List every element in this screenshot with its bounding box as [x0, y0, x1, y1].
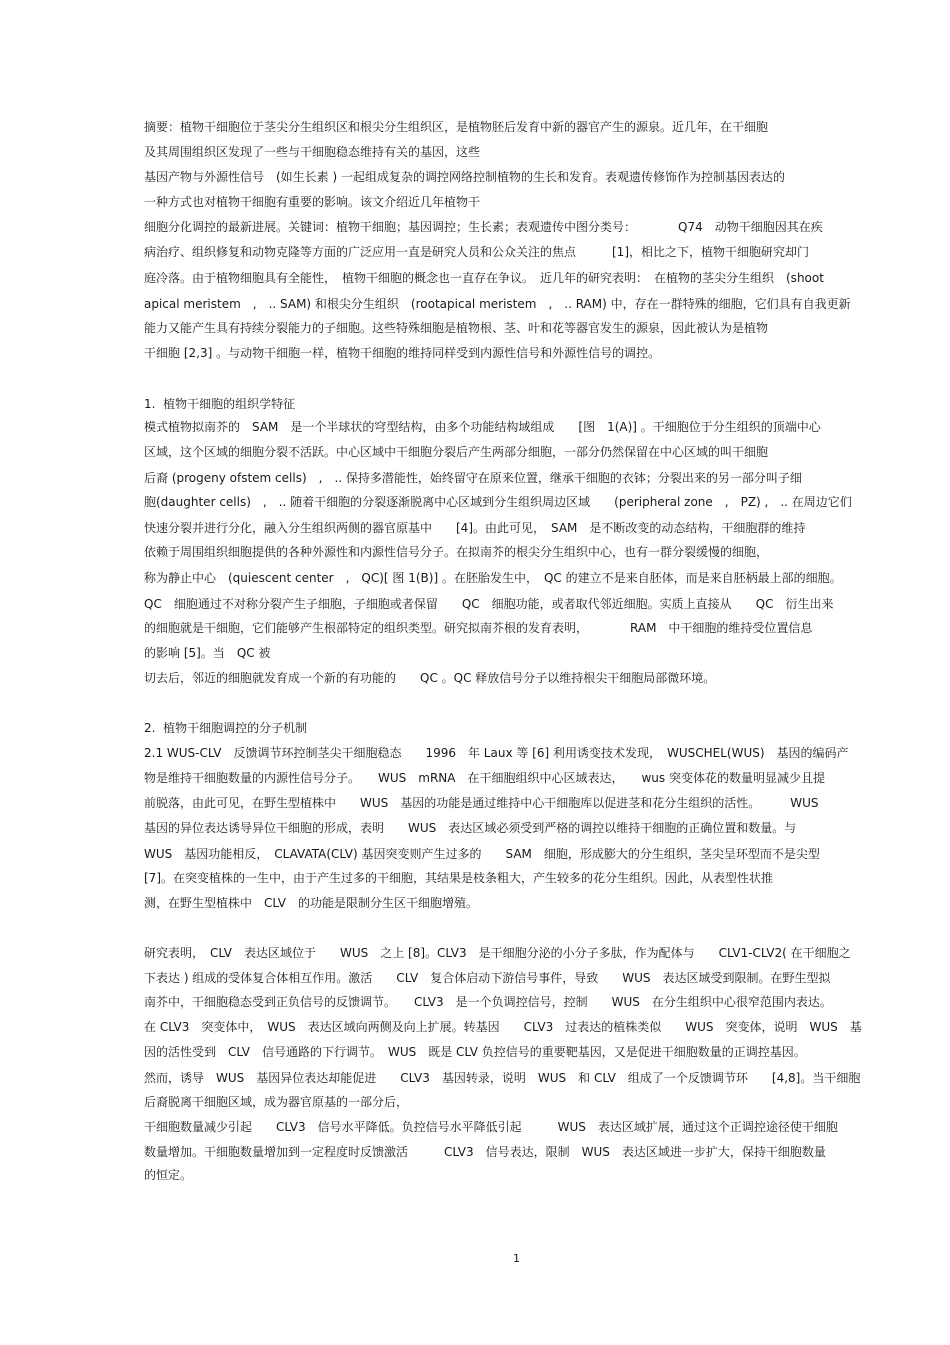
- body-line: QC 细胞通过不对称分裂产生子细胞，子细胞或者保留 QC 细胞功能，或者取代邻近细胞。实质上直接从 QC 衍生出来: [144, 597, 834, 611]
- body-line: 区域，这个区域的细胞分裂不活跃。中心区域中干细胞分裂后产生两部分细胞，一部分仍然保留在中心区域的叫干细胞: [144, 445, 769, 459]
- body-line: 数量增加。干细胞数量增加到一定程度时反馈激活 CLV3 信号表达，限制 WUS 表达区域进一步扩大，保持干细胞数量: [144, 1145, 826, 1159]
- body-line: 快速分裂并进行分化，融入分生组织两侧的器官原基中 [4]。由此可见， SAM 是不断改变的动态结构，干细胞群的维持: [144, 521, 806, 535]
- body-line: 干细胞 [2,3] 。与动物干细胞一样，植物干细胞的维持同样受到内源性信号和外源性信号的调控。: [144, 346, 661, 360]
- body-line: apical meristem , .. SAM) 和根尖分生组织 (rootapical meristem , .. RAM) 中，存在一群特殊的细胞，它们具有自我更新: [144, 297, 851, 311]
- abstract-line: 基因产物与外源性信号 (如生长素 ) 一起组成复杂的调控网络控制植物的生长和发育。表观遗传修饰作为控制基因表达的: [144, 170, 785, 184]
- abstract-line: 及其周围组织区发现了一些与干细胞稳态维持有关的基因，这些: [144, 145, 481, 159]
- page-number: 1: [513, 1252, 520, 1265]
- body-line: 测，在野生型植株中 CLV 的功能是限制分生区干细胞增殖。: [144, 896, 478, 910]
- body-line: 的恒定。: [144, 1168, 193, 1182]
- body-line: 的细胞就是干细胞，它们能够产生根部特定的组织类型。研究拟南芥根的发育表明， RAM 中干细胞的维持受位置信息: [144, 621, 813, 635]
- subsection-line: 2.1 WUS-CLV 反馈调节环控制茎尖干细胞稳态 1996 年 Laux 等 [6] 利用诱变技术发现， WUSCHEL(WUS) 基因的编码产: [144, 746, 849, 760]
- body-line: 前脱落，由此可见，在野生型植株中 WUS 基因的功能是通过维持中心干细胞库以促进茎和花分生组织的活性。 WUS: [144, 796, 819, 810]
- body-line: 胞(daughter cells) , .. 随着干细胞的分裂逐渐脱离中心区域到分生组织周边区域 (peripheral zone , PZ) , .. 在周边它们: [144, 495, 852, 509]
- body-line: 称为静止中心 (quiescent center , QC)[ 图 1(B)] 。在胚胎发生中， QC 的建立不是来自胚体，而是来自胚柄最上部的细胞。: [144, 571, 842, 585]
- body-line: 基因的异位表达诱导异位干细胞的形成，表明 WUS 表达区域必须受到严格的调控以维持干细胞的正确位置和数量。与: [144, 821, 797, 835]
- body-line: 能力又能产生具有持续分裂能力的子细胞。这些特殊细胞是植物根、茎、叶和花等器官发生的源泉，因此被认为是植物: [144, 321, 769, 335]
- body-line: 干细胞数量减少引起 CLV3 信号水平降低。负控信号水平降低引起 WUS 表达区域扩展，通过这个正调控途径使干细胞: [144, 1120, 838, 1134]
- body-line: 细胞分化调控的最新进展。关键词：植物干细胞；基因调控；生长素；表观遗传中图分类号： Q74 动物干细胞因其在疾: [144, 220, 823, 234]
- body-line: 模式植物拟南芥的 SAM 是一个半球状的穹型结构，由多个功能结构域组成 [图 1(A)] 。干细胞位于分生组织的顶端中心: [144, 420, 821, 434]
- body-line: 下表达 ) 组成的受体复合体相互作用。激活 CLV 复合体启动下游信号事件，导致 WUS 表达区域受到限制。在野生型拟: [144, 971, 831, 985]
- body-line: 切去后，邻近的细胞就发育成一个新的有功能的 QC 。QC 释放信号分子以维持根尖干细胞局部微环境。: [144, 671, 716, 685]
- body-line: 因的活性受到 CLV 信号通路的下行调节。 WUS 既是 CLV 负控信号的重要靶基因，又是促进干细胞数量的正调控基因。: [144, 1045, 806, 1059]
- body-line: 在 CLV3 突变体中， WUS 表达区域向两侧及向上扩展。转基因 CLV3 过表达的植株类似 WUS 突变体，说明 WUS 基: [144, 1020, 862, 1034]
- body-line: 依赖于周围组织细胞提供的各种外源性和内源性信号分子。在拟南芥的根尖分生组织中心，也有一群分裂缓慢的细胞，: [144, 545, 769, 559]
- abstract-line: 摘要：植物干细胞位于茎尖分生组织区和根尖分生组织区，是植物胚后发育中新的器官产生的源泉。近几年，在干细胞: [144, 120, 769, 134]
- body-line: 后裔 (progeny ofstem cells) , .. 保持多潜能性，始终留守在原来位置，继承干细胞的衣钵；分裂出来的另一部分叫子细: [144, 471, 802, 485]
- section-heading: 1. 植物干细胞的组织学特征: [144, 397, 296, 411]
- body-line: 后裔脱离干细胞区域，成为器官原基的一部分后，: [144, 1095, 409, 1109]
- body-line: 的影响 [5]。当 QC 被: [144, 646, 271, 660]
- body-line: 物是维持干细胞数量的内源性信号分子。 WUS mRNA 在干细胞组织中心区域表达， wus 突变体花的数量明显减少且提: [144, 771, 825, 785]
- body-line: 然而，诱导 WUS 基因异位表达却能促进 CLV3 基因转录，说明 WUS 和 CLV 组成了一个反馈调节环 [4,8]。当干细胞: [144, 1071, 861, 1085]
- body-line: WUS 基因功能相反， CLAVATA(CLV) 基因突变则产生过多的 SAM 细胞，形成膨大的分生组织，茎尖呈环型而不是尖型: [144, 847, 820, 861]
- body-line: [7]。在突变植株的一生中，由于产生过多的干细胞，其结果是枝条粗大，产生较多的花分生组织。因此，从表型性状推: [144, 871, 774, 885]
- body-line: 病治疗、组织修复和动物克隆等方面的广泛应用一直是研究人员和公众关注的焦点 [1]，相比之下，植物干细胞研究却门: [144, 245, 810, 259]
- body-line: 南芥中，干细胞稳态受到正负信号的反馈调节。 CLV3 是一个负调控信号，控制 WUS 在分生组织中心很窄范围内表达。: [144, 995, 832, 1009]
- body-line: 研究表明， CLV 表达区域位于 WUS 之上 [8]。CLV3 是干细胞分泌的小分子多肽，作为配体与 CLV1-CLV2( 在干细胞之: [144, 946, 851, 960]
- section-heading: 2. 植物干细胞调控的分子机制: [144, 721, 308, 735]
- body-line: 庭冷落。由于植物细胞具有全能性， 植物干细胞的概念也一直存在争议。 近几年的研究表明： 在植物的茎尖分生组织 (shoot: [144, 271, 824, 285]
- abstract-line: 一种方式也对植物干细胞有重要的影响。该文介绍近几年植物干: [144, 195, 481, 209]
